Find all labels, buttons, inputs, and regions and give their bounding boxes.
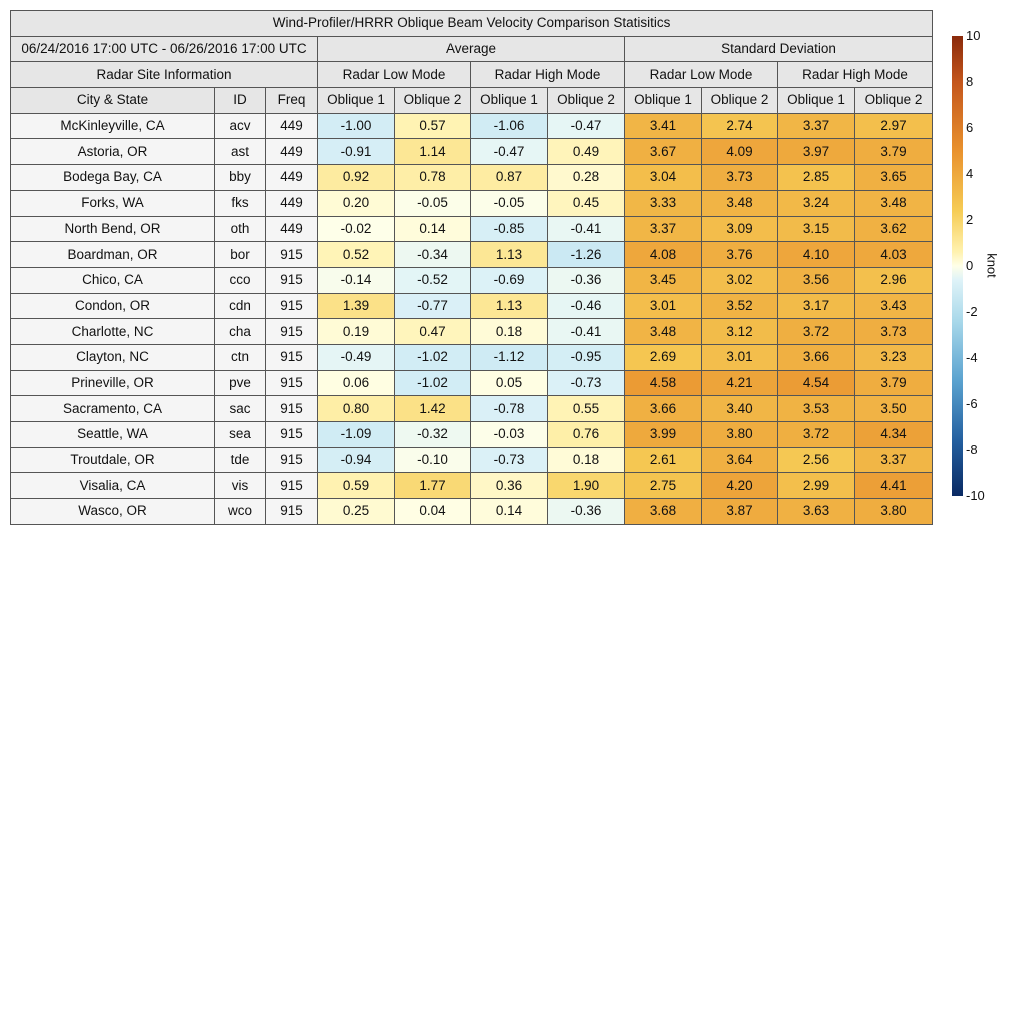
std-low-oblique1-cell: 3.48 <box>625 319 702 345</box>
avg-low-oblique2-cell: 0.47 <box>395 319 471 345</box>
city-cell: Sacramento, CA <box>11 396 215 422</box>
colorbar-label: knot <box>984 253 1000 278</box>
table-title: Wind-Profiler/HRRR Oblique Beam Velocity Comparison Statisitics <box>11 11 933 37</box>
std-high-oblique2-cell: 2.96 <box>855 267 933 293</box>
std-low-oblique1-cell: 2.75 <box>625 473 702 499</box>
avg-high-oblique1-cell: 0.14 <box>471 499 548 525</box>
table-row <box>11 422 933 448</box>
avg-high-oblique2-cell: -0.41 <box>548 319 625 345</box>
std-low-mode-header: Radar Low Mode <box>625 62 778 88</box>
id-cell: ast <box>215 139 266 165</box>
colorbar-tick-label: 6 <box>966 120 974 135</box>
avg-low-oblique2-cell: 1.42 <box>395 396 471 422</box>
avg-high-oblique2-cell: 0.18 <box>548 447 625 473</box>
avg-high-oblique1-cell: 1.13 <box>471 293 548 319</box>
std-low-oblique2-cell: 3.40 <box>702 396 778 422</box>
city-cell: Troutdale, OR <box>11 447 215 473</box>
std-low-oblique2-cell: 3.76 <box>702 242 778 268</box>
std-high-oblique2-cell: 3.73 <box>855 319 933 345</box>
avg-high-oblique1-cell: -0.47 <box>471 139 548 165</box>
freq-cell: 915 <box>266 473 318 499</box>
city-cell: Bodega Bay, CA <box>11 165 215 191</box>
avg-low-oblique2-cell: 0.57 <box>395 113 471 139</box>
std-low-oblique1-cell: 3.66 <box>625 396 702 422</box>
freq-cell: 449 <box>266 165 318 191</box>
stats-table <box>10 10 933 525</box>
col-header-std-low-oblique2: Oblique 2 <box>702 88 778 114</box>
std-low-oblique1-cell: 4.08 <box>625 242 702 268</box>
avg-high-oblique1-cell: 1.13 <box>471 242 548 268</box>
column-header-row <box>11 88 933 114</box>
id-cell: tde <box>215 447 266 473</box>
avg-low-oblique2-cell: 1.77 <box>395 473 471 499</box>
avg-high-oblique1-cell: -0.69 <box>471 267 548 293</box>
std-low-oblique2-cell: 3.01 <box>702 344 778 370</box>
col-header-avg-low-oblique1: Oblique 1 <box>318 88 395 114</box>
colorbar-tick-label: 10 <box>966 28 981 43</box>
avg-low-oblique1-cell: 1.39 <box>318 293 395 319</box>
avg-low-oblique1-cell: -0.02 <box>318 216 395 242</box>
avg-high-oblique1-cell: -0.05 <box>471 190 548 216</box>
avg-low-oblique1-cell: 0.80 <box>318 396 395 422</box>
colorbar-tick-label: 0 <box>966 258 974 273</box>
freq-cell: 449 <box>266 190 318 216</box>
id-cell: ctn <box>215 344 266 370</box>
freq-cell: 915 <box>266 267 318 293</box>
avg-high-oblique1-cell: -0.78 <box>471 396 548 422</box>
city-cell: Forks, WA <box>11 190 215 216</box>
std-high-oblique2-cell: 3.50 <box>855 396 933 422</box>
avg-high-oblique1-cell: 0.18 <box>471 319 548 345</box>
colorbar <box>952 36 963 496</box>
std-low-oblique1-cell: 3.99 <box>625 422 702 448</box>
avg-low-oblique2-cell: -0.52 <box>395 267 471 293</box>
std-low-oblique2-cell: 2.74 <box>702 113 778 139</box>
avg-high-oblique1-cell: 0.36 <box>471 473 548 499</box>
avg-high-oblique1-cell: -1.06 <box>471 113 548 139</box>
avg-low-oblique1-cell: 0.25 <box>318 499 395 525</box>
std-header: Standard Deviation <box>625 36 933 62</box>
col-header-id: ID <box>215 88 266 114</box>
city-cell: Charlotte, NC <box>11 319 215 345</box>
std-high-oblique1-cell: 3.15 <box>778 216 855 242</box>
std-low-oblique2-cell: 3.64 <box>702 447 778 473</box>
table-row <box>11 344 933 370</box>
freq-cell: 915 <box>266 319 318 345</box>
std-high-oblique2-cell: 3.65 <box>855 165 933 191</box>
city-cell: Wasco, OR <box>11 499 215 525</box>
city-cell: Clayton, NC <box>11 344 215 370</box>
avg-high-oblique1-cell: 0.87 <box>471 165 548 191</box>
freq-cell: 915 <box>266 242 318 268</box>
city-cell: McKinleyville, CA <box>11 113 215 139</box>
std-high-oblique2-cell: 3.62 <box>855 216 933 242</box>
std-low-oblique1-cell: 3.33 <box>625 190 702 216</box>
std-high-oblique2-cell: 3.80 <box>855 499 933 525</box>
std-low-oblique1-cell: 2.61 <box>625 447 702 473</box>
table-row <box>11 113 933 139</box>
std-high-oblique1-cell: 4.10 <box>778 242 855 268</box>
avg-low-oblique2-cell: -1.02 <box>395 370 471 396</box>
std-high-oblique2-cell: 3.48 <box>855 190 933 216</box>
std-high-oblique1-cell: 3.37 <box>778 113 855 139</box>
std-high-mode-header: Radar High Mode <box>778 62 933 88</box>
id-cell: bor <box>215 242 266 268</box>
std-low-oblique2-cell: 3.09 <box>702 216 778 242</box>
date-range: 06/24/2016 17:00 UTC - 06/26/2016 17:00 UTC <box>11 36 318 62</box>
group-header-row <box>11 36 933 62</box>
std-low-oblique1-cell: 2.69 <box>625 344 702 370</box>
avg-high-oblique1-cell: 0.05 <box>471 370 548 396</box>
std-high-oblique1-cell: 3.72 <box>778 319 855 345</box>
avg-high-oblique2-cell: -0.73 <box>548 370 625 396</box>
avg-low-oblique1-cell: 0.20 <box>318 190 395 216</box>
avg-low-oblique1-cell: 0.52 <box>318 242 395 268</box>
colorbar-tick-label: 4 <box>966 166 974 181</box>
id-cell: oth <box>215 216 266 242</box>
avg-low-oblique2-cell: 0.78 <box>395 165 471 191</box>
table-row <box>11 293 933 319</box>
table-row <box>11 165 933 191</box>
table-row <box>11 190 933 216</box>
std-high-oblique2-cell: 3.37 <box>855 447 933 473</box>
std-low-oblique1-cell: 3.45 <box>625 267 702 293</box>
table-row <box>11 242 933 268</box>
std-low-oblique2-cell: 4.21 <box>702 370 778 396</box>
site-info-header: Radar Site Information <box>11 62 318 88</box>
std-high-oblique1-cell: 3.66 <box>778 344 855 370</box>
avg-high-oblique2-cell: -0.36 <box>548 499 625 525</box>
city-cell: North Bend, OR <box>11 216 215 242</box>
city-cell: Visalia, CA <box>11 473 215 499</box>
avg-high-oblique1-cell: -0.85 <box>471 216 548 242</box>
avg-low-oblique1-cell: 0.92 <box>318 165 395 191</box>
avg-low-oblique1-cell: -1.09 <box>318 422 395 448</box>
std-low-oblique2-cell: 3.12 <box>702 319 778 345</box>
std-low-oblique2-cell: 3.73 <box>702 165 778 191</box>
colorbar-tick-label: -10 <box>966 488 985 503</box>
avg-low-mode-header: Radar Low Mode <box>318 62 471 88</box>
std-low-oblique2-cell: 4.09 <box>702 139 778 165</box>
colorbar-tick-label: -8 <box>966 442 978 457</box>
avg-low-oblique1-cell: -0.49 <box>318 344 395 370</box>
id-cell: fks <box>215 190 266 216</box>
avg-high-oblique2-cell: 0.76 <box>548 422 625 448</box>
avg-low-oblique2-cell: 0.04 <box>395 499 471 525</box>
table-row <box>11 267 933 293</box>
average-header: Average <box>318 36 625 62</box>
std-high-oblique1-cell: 2.56 <box>778 447 855 473</box>
avg-low-oblique1-cell: 0.19 <box>318 319 395 345</box>
avg-low-oblique2-cell: 0.14 <box>395 216 471 242</box>
col-header-avg-high-oblique2: Oblique 2 <box>548 88 625 114</box>
std-high-oblique2-cell: 4.34 <box>855 422 933 448</box>
std-high-oblique2-cell: 4.41 <box>855 473 933 499</box>
colorbar-tick-label: 2 <box>966 212 974 227</box>
col-header-avg-low-oblique2: Oblique 2 <box>395 88 471 114</box>
avg-high-oblique2-cell: -1.26 <box>548 242 625 268</box>
std-low-oblique1-cell: 3.67 <box>625 139 702 165</box>
id-cell: sea <box>215 422 266 448</box>
table-row <box>11 499 933 525</box>
avg-low-oblique1-cell: -1.00 <box>318 113 395 139</box>
id-cell: cdn <box>215 293 266 319</box>
std-high-oblique1-cell: 3.24 <box>778 190 855 216</box>
std-high-oblique2-cell: 3.43 <box>855 293 933 319</box>
avg-high-oblique1-cell: -0.73 <box>471 447 548 473</box>
city-cell: Boardman, OR <box>11 242 215 268</box>
std-low-oblique1-cell: 3.01 <box>625 293 702 319</box>
freq-cell: 915 <box>266 293 318 319</box>
col-header-std-low-oblique1: Oblique 1 <box>625 88 702 114</box>
avg-low-oblique1-cell: -0.14 <box>318 267 395 293</box>
freq-cell: 449 <box>266 113 318 139</box>
colorbar-tick-label: 8 <box>966 74 974 89</box>
table-row <box>11 396 933 422</box>
std-high-oblique2-cell: 3.79 <box>855 139 933 165</box>
freq-cell: 915 <box>266 447 318 473</box>
id-cell: vis <box>215 473 266 499</box>
std-high-oblique1-cell: 3.53 <box>778 396 855 422</box>
std-high-oblique2-cell: 2.97 <box>855 113 933 139</box>
col-header-std-high-oblique1: Oblique 1 <box>778 88 855 114</box>
std-low-oblique1-cell: 3.04 <box>625 165 702 191</box>
col-header-city: City & State <box>11 88 215 114</box>
table-row <box>11 319 933 345</box>
city-cell: Prineville, OR <box>11 370 215 396</box>
freq-cell: 915 <box>266 422 318 448</box>
id-cell: pve <box>215 370 266 396</box>
std-high-oblique1-cell: 2.85 <box>778 165 855 191</box>
std-low-oblique2-cell: 3.52 <box>702 293 778 319</box>
avg-low-oblique2-cell: -0.10 <box>395 447 471 473</box>
city-cell: Astoria, OR <box>11 139 215 165</box>
freq-cell: 915 <box>266 344 318 370</box>
freq-cell: 449 <box>266 216 318 242</box>
avg-high-oblique2-cell: 1.90 <box>548 473 625 499</box>
avg-low-oblique2-cell: -0.34 <box>395 242 471 268</box>
id-cell: sac <box>215 396 266 422</box>
std-low-oblique1-cell: 4.58 <box>625 370 702 396</box>
id-cell: cha <box>215 319 266 345</box>
id-cell: acv <box>215 113 266 139</box>
avg-low-oblique1-cell: 0.06 <box>318 370 395 396</box>
std-high-oblique1-cell: 2.99 <box>778 473 855 499</box>
std-high-oblique2-cell: 3.79 <box>855 370 933 396</box>
avg-low-oblique2-cell: -0.05 <box>395 190 471 216</box>
id-cell: bby <box>215 165 266 191</box>
std-high-oblique2-cell: 4.03 <box>855 242 933 268</box>
std-high-oblique1-cell: 3.63 <box>778 499 855 525</box>
std-low-oblique1-cell: 3.41 <box>625 113 702 139</box>
freq-cell: 915 <box>266 499 318 525</box>
mode-header-row <box>11 62 933 88</box>
std-high-oblique1-cell: 3.56 <box>778 267 855 293</box>
freq-cell: 915 <box>266 396 318 422</box>
std-low-oblique2-cell: 3.48 <box>702 190 778 216</box>
table-row <box>11 447 933 473</box>
std-high-oblique1-cell: 4.54 <box>778 370 855 396</box>
freq-cell: 915 <box>266 370 318 396</box>
std-high-oblique1-cell: 3.17 <box>778 293 855 319</box>
avg-low-oblique2-cell: 1.14 <box>395 139 471 165</box>
city-cell: Seattle, WA <box>11 422 215 448</box>
table-row <box>11 370 933 396</box>
id-cell: wco <box>215 499 266 525</box>
table-row <box>11 216 933 242</box>
std-high-oblique1-cell: 3.72 <box>778 422 855 448</box>
title-row <box>11 11 933 37</box>
std-low-oblique2-cell: 3.02 <box>702 267 778 293</box>
avg-high-mode-header: Radar High Mode <box>471 62 625 88</box>
avg-high-oblique2-cell: -0.95 <box>548 344 625 370</box>
avg-low-oblique2-cell: -0.77 <box>395 293 471 319</box>
avg-low-oblique2-cell: -1.02 <box>395 344 471 370</box>
avg-low-oblique1-cell: -0.91 <box>318 139 395 165</box>
std-high-oblique1-cell: 3.97 <box>778 139 855 165</box>
std-low-oblique1-cell: 3.68 <box>625 499 702 525</box>
avg-low-oblique2-cell: -0.32 <box>395 422 471 448</box>
avg-high-oblique1-cell: -1.12 <box>471 344 548 370</box>
avg-high-oblique2-cell: -0.41 <box>548 216 625 242</box>
col-header-freq: Freq <box>266 88 318 114</box>
avg-high-oblique2-cell: -0.47 <box>548 113 625 139</box>
table-row <box>11 473 933 499</box>
avg-high-oblique2-cell: -0.46 <box>548 293 625 319</box>
colorbar-tick-label: -4 <box>966 350 978 365</box>
city-cell: Chico, CA <box>11 267 215 293</box>
avg-high-oblique2-cell: 0.28 <box>548 165 625 191</box>
std-low-oblique2-cell: 4.20 <box>702 473 778 499</box>
col-header-std-high-oblique2: Oblique 2 <box>855 88 933 114</box>
std-low-oblique2-cell: 3.87 <box>702 499 778 525</box>
avg-high-oblique2-cell: 0.45 <box>548 190 625 216</box>
colorbar-tick-label: -6 <box>966 396 978 411</box>
std-low-oblique2-cell: 3.80 <box>702 422 778 448</box>
id-cell: cco <box>215 267 266 293</box>
city-cell: Condon, OR <box>11 293 215 319</box>
table-row <box>11 139 933 165</box>
std-high-oblique2-cell: 3.23 <box>855 344 933 370</box>
avg-high-oblique2-cell: 0.55 <box>548 396 625 422</box>
avg-high-oblique2-cell: -0.36 <box>548 267 625 293</box>
avg-high-oblique2-cell: 0.49 <box>548 139 625 165</box>
avg-low-oblique1-cell: 0.59 <box>318 473 395 499</box>
avg-low-oblique1-cell: -0.94 <box>318 447 395 473</box>
colorbar-tick-label: -2 <box>966 304 978 319</box>
freq-cell: 449 <box>266 139 318 165</box>
avg-high-oblique1-cell: -0.03 <box>471 422 548 448</box>
col-header-avg-high-oblique1: Oblique 1 <box>471 88 548 114</box>
std-low-oblique1-cell: 3.37 <box>625 216 702 242</box>
